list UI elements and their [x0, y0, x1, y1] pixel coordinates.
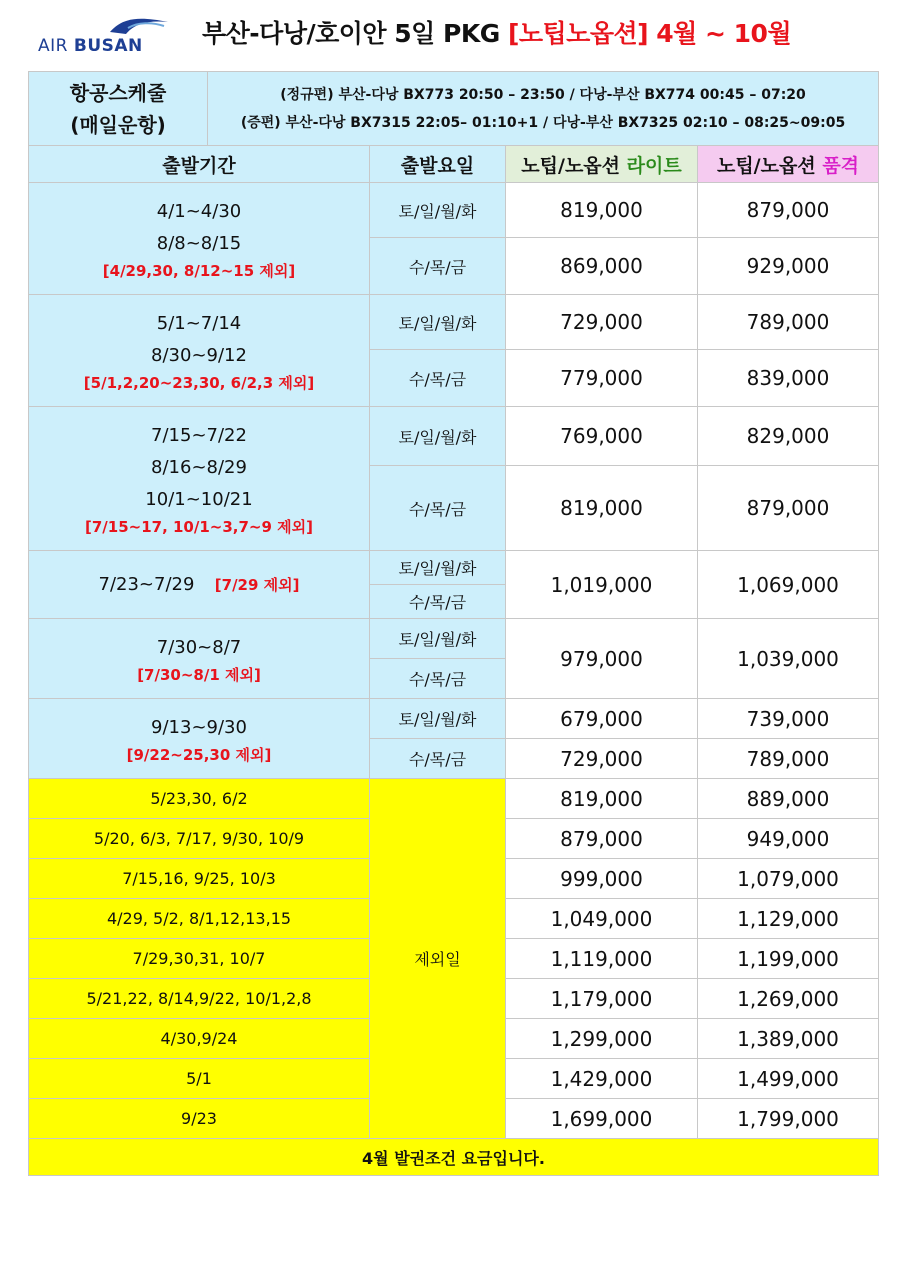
excluded-label: 제외일: [370, 779, 506, 1139]
period-exclusion: [7/29 제외]: [214, 575, 300, 594]
premium-price: 1,039,000: [698, 619, 879, 699]
schedule-sublabel: (매일운항): [70, 112, 166, 137]
weekday-cell: 토/일/월/화: [370, 295, 506, 350]
logo-text-busan: BUSAN: [73, 36, 143, 56]
lite-price: 729,000: [506, 739, 698, 779]
schedule-label: 항공스케줄: [69, 80, 167, 105]
logo-wordmark: [38, 36, 143, 56]
premium-price: 1,199,000: [698, 939, 879, 979]
lite-price: 1,699,000: [506, 1099, 698, 1139]
lite-price: 869,000: [506, 238, 698, 295]
period-date: 10/1~10/21: [145, 489, 253, 510]
weekday-cell: 수/목/금: [370, 466, 506, 551]
weekday-cell: 토/일/월/화: [370, 619, 506, 659]
premium-price: 789,000: [698, 295, 879, 350]
excluded-dates: 7/15,16, 9/25, 10/3: [29, 859, 370, 899]
weekday-cell: 수/목/금: [370, 739, 506, 779]
period-cell: [29, 619, 370, 699]
premium-price: 839,000: [698, 350, 879, 407]
premium-price: 829,000: [698, 407, 879, 466]
title-main: 부산-다낭/호이안 5일 PKG: [202, 19, 500, 48]
footer-note: 4월 발권조건 요금입니다.: [29, 1139, 879, 1176]
excluded-dates: 5/20, 6/3, 7/17, 9/30, 10/9: [29, 819, 370, 859]
page-header: [0, 0, 905, 70]
lite-price: 1,049,000: [506, 899, 698, 939]
weekday-cell: 수/목/금: [370, 659, 506, 699]
excluded-dates: 5/21,22, 8/14,9/22, 10/1,2,8: [29, 979, 370, 1019]
premium-price: 1,799,000: [698, 1099, 879, 1139]
period-cell: [29, 551, 370, 619]
period-date: 7/15~7/22: [151, 425, 247, 446]
table-row: [29, 619, 879, 659]
period-exclusion: [7/30~8/1 제외]: [137, 666, 261, 684]
period-cell: [29, 699, 370, 779]
excluded-dates: 5/1: [29, 1059, 370, 1099]
weekday-cell: 토/일/월/화: [370, 551, 506, 585]
period-exclusion: [4/29,30, 8/12~15 제외]: [102, 262, 296, 280]
excluded-dates: 9/23: [29, 1099, 370, 1139]
lite-price: 879,000: [506, 819, 698, 859]
lite-price: 819,000: [506, 466, 698, 551]
weekday-cell: 수/목/금: [370, 585, 506, 619]
lite-price: 1,119,000: [506, 939, 698, 979]
table-row: [29, 699, 879, 739]
period-date: 9/13~9/30: [151, 717, 247, 738]
period-date: 4/1~4/30: [156, 201, 242, 222]
header-period: 출발기간: [29, 146, 370, 183]
schedule-regular: (정규편) 부산-다낭 BX773 20:50 – 23:50 / 다낭-부산 BX774 00:45 – 07:20: [280, 86, 806, 103]
table-row: [29, 551, 879, 585]
premium-price: 1,079,000: [698, 859, 879, 899]
premium-price: 789,000: [698, 739, 879, 779]
premium-price: 949,000: [698, 819, 879, 859]
period-exclusion: [7/15~17, 10/1~3,7~9 제외]: [84, 518, 313, 536]
footer-row: [29, 1139, 879, 1176]
premium-price: 879,000: [698, 183, 879, 238]
lite-price: 729,000: [506, 295, 698, 350]
table-row: [29, 183, 879, 238]
weekday-cell: 수/목/금: [370, 238, 506, 295]
lite-price: 1,179,000: [506, 979, 698, 1019]
period-exclusion: [5/1,2,20~23,30, 6/2,3 제외]: [83, 374, 315, 392]
title-highlight: [노팁노옵션] 4월 ~ 10월: [507, 19, 792, 48]
excluded-dates: 5/23,30, 6/2: [29, 779, 370, 819]
header-premium-suffix: 품격: [822, 154, 860, 177]
schedule-extra: (증편) 부산-다낭 BX7315 22:05– 01:10+1 / 다낭-부산 BX7325 02:10 – 08:25~09:05: [240, 114, 846, 131]
lite-price: 679,000: [506, 699, 698, 739]
logo-text-air: AIR: [38, 36, 68, 56]
period-date: 7/30~8/7: [156, 637, 242, 658]
premium-price: 889,000: [698, 779, 879, 819]
premium-price: 1,499,000: [698, 1059, 879, 1099]
period-cell: [29, 183, 370, 295]
lite-price: 1,429,000: [506, 1059, 698, 1099]
header-lite-suffix: 라이트: [626, 154, 682, 177]
premium-price: 1,069,000: [698, 551, 879, 619]
schedule-label-cell: [29, 72, 208, 146]
premium-price: 929,000: [698, 238, 879, 295]
table-row: [29, 295, 879, 350]
weekday-cell: 토/일/월/화: [370, 699, 506, 739]
period-exclusion: [9/22~25,30 제외]: [126, 746, 272, 764]
period-date: 8/16~8/29: [151, 457, 247, 478]
premium-price: 1,389,000: [698, 1019, 879, 1059]
lite-price: 1,299,000: [506, 1019, 698, 1059]
header-weekday: 출발요일: [370, 146, 506, 183]
header-lite: [506, 146, 698, 183]
period-cell: [29, 295, 370, 407]
schedule-detail-cell: [208, 72, 879, 146]
header-row: [29, 146, 879, 183]
table-row: [29, 407, 879, 466]
air-busan-logo: [38, 14, 168, 58]
lite-price: 819,000: [506, 183, 698, 238]
period-date: 7/23~7/29: [98, 573, 195, 595]
price-table: [28, 71, 879, 1176]
weekday-cell: 수/목/금: [370, 350, 506, 407]
lite-price: 819,000: [506, 779, 698, 819]
header-premium-prefix: 노팁/노옵션: [716, 154, 816, 177]
excluded-dates: 4/30,9/24: [29, 1019, 370, 1059]
lite-price: 1,019,000: [506, 551, 698, 619]
weekday-cell: 토/일/월/화: [370, 183, 506, 238]
period-date: 8/30~9/12: [151, 345, 247, 366]
period-cell: [29, 407, 370, 551]
lite-price: 779,000: [506, 350, 698, 407]
lite-price: 979,000: [506, 619, 698, 699]
excluded-dates: 7/29,30,31, 10/7: [29, 939, 370, 979]
period-date: 5/1~7/14: [156, 313, 242, 334]
period-date: 8/8~8/15: [156, 233, 242, 254]
excluded-dates: 4/29, 5/2, 8/1,12,13,15: [29, 899, 370, 939]
weekday-cell: 토/일/월/화: [370, 407, 506, 466]
header-premium: [698, 146, 879, 183]
premium-price: 1,129,000: [698, 899, 879, 939]
lite-price: 999,000: [506, 859, 698, 899]
page-title: [202, 14, 791, 50]
premium-price: 879,000: [698, 466, 879, 551]
premium-price: 739,000: [698, 699, 879, 739]
header-lite-prefix: 노팁/노옵션: [521, 154, 621, 177]
premium-price: 1,269,000: [698, 979, 879, 1019]
bird-logo-icon: [108, 14, 170, 36]
schedule-row: [29, 72, 879, 146]
lite-price: 769,000: [506, 407, 698, 466]
excluded-row: [29, 779, 879, 819]
